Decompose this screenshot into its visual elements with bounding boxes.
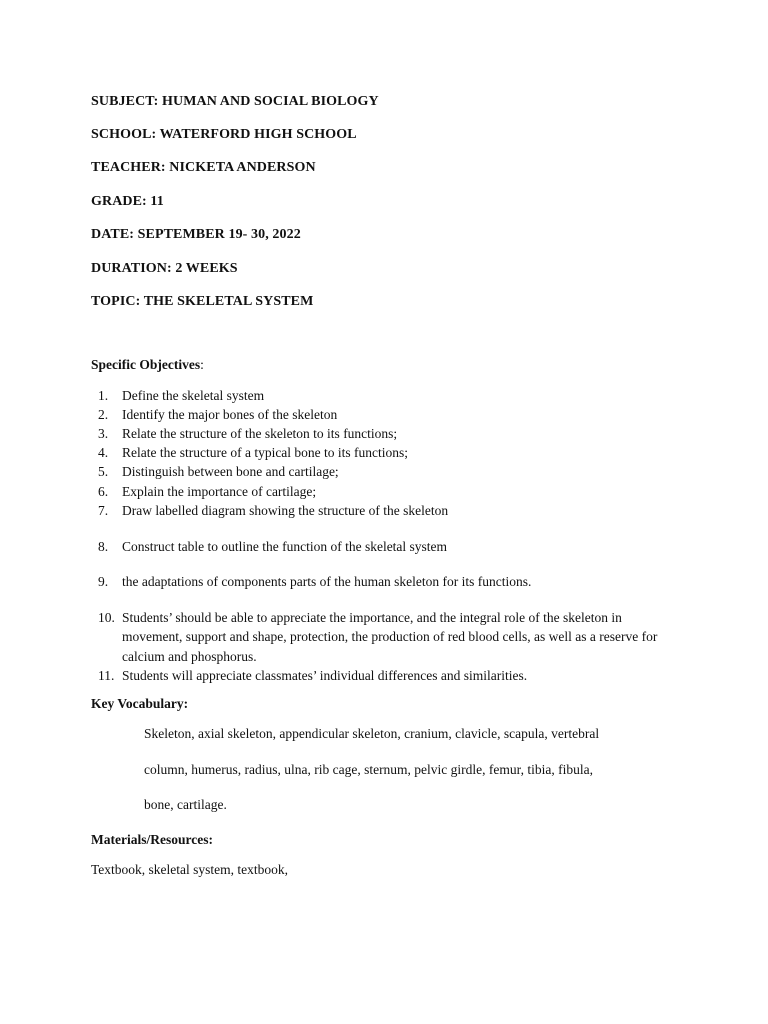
objective-item <box>91 462 681 481</box>
objective-item <box>91 537 681 556</box>
objective-number: 7. <box>98 503 109 518</box>
objective-number: 10. <box>98 610 115 625</box>
grade-line: GRADE: 11 <box>91 194 164 209</box>
objective-text: Define the skeletal system <box>122 388 265 403</box>
objectives-heading <box>91 357 204 373</box>
objective-item <box>91 482 681 501</box>
objective-text: Identify the major bones of the skeleton <box>122 407 338 422</box>
objective-number: 4. <box>98 445 109 460</box>
vocabulary-heading: Key Vocabulary: <box>91 696 189 711</box>
topic-line: TOPIC: THE SKELETAL SYSTEM <box>91 294 314 309</box>
objective-item <box>91 424 681 443</box>
duration-line: DURATION: 2 WEEKS <box>91 261 238 276</box>
objective-item <box>91 501 681 520</box>
school-line: SCHOOL: WATERFORD HIGH SCHOOL <box>91 127 357 142</box>
objective-item <box>91 608 681 666</box>
objective-text: Explain the importance of cartilage; <box>122 484 317 499</box>
subject-line: SUBJECT: HUMAN AND SOCIAL BIOLOGY <box>91 94 379 109</box>
objective-number: 1. <box>98 388 109 403</box>
materials-heading: Materials/Resources: <box>91 832 213 847</box>
objective-item <box>91 443 681 462</box>
objective-text: Relate the structure of a typical bone to its functions; <box>122 445 409 460</box>
objective-item <box>91 666 681 685</box>
objective-number: 9. <box>98 574 109 589</box>
objective-text: Draw labelled diagram showing the structure of the skeleton <box>122 503 449 518</box>
materials-text: Textbook, skeletal system, textbook, <box>91 862 289 877</box>
objective-text: Distinguish between bone and cartilage; <box>122 464 339 479</box>
vocabulary-line: column, humerus, radius, ulna, rib cage, sternum, pelvic girdle, femur, tibia, fibula, <box>144 762 593 777</box>
objective-number: 11. <box>98 668 115 683</box>
teacher-line: TEACHER: NICKETA ANDERSON <box>91 160 316 175</box>
objective-item <box>91 572 681 591</box>
objective-number: 8. <box>98 539 109 554</box>
objective-number: 2. <box>98 407 109 422</box>
date-line: DATE: SEPTEMBER 19- 30, 2022 <box>91 227 301 242</box>
objective-item <box>91 386 681 405</box>
objective-number: 3. <box>98 426 109 441</box>
objective-item <box>91 405 681 424</box>
objective-text: Students’ should be able to appreciate the importance, and the integral role of the skeleton in movement, support and shape, protection, the production of red blood cells, as well as a reserve for calcium and phosphorus. <box>122 610 658 664</box>
objective-number: 5. <box>98 464 109 479</box>
objectives-heading-text: Specific Objectives <box>91 357 201 372</box>
vocabulary-line: bone, cartilage. <box>144 797 227 812</box>
objective-text: Relate the structure of the skeleton to its functions; <box>122 426 398 441</box>
objective-text: Construct table to outline the function of the skeletal system <box>122 539 448 554</box>
vocabulary-line: Skeleton, axial skeleton, appendicular skeleton, cranium, clavicle, scapula, vertebral <box>144 726 600 741</box>
objectives-heading-colon: : <box>200 357 204 372</box>
objective-text: Students will appreciate classmates’ individual differences and similarities. <box>122 668 528 683</box>
objective-number: 6. <box>98 484 109 499</box>
objective-text: the adaptations of components parts of the human skeleton for its functions. <box>122 574 532 589</box>
